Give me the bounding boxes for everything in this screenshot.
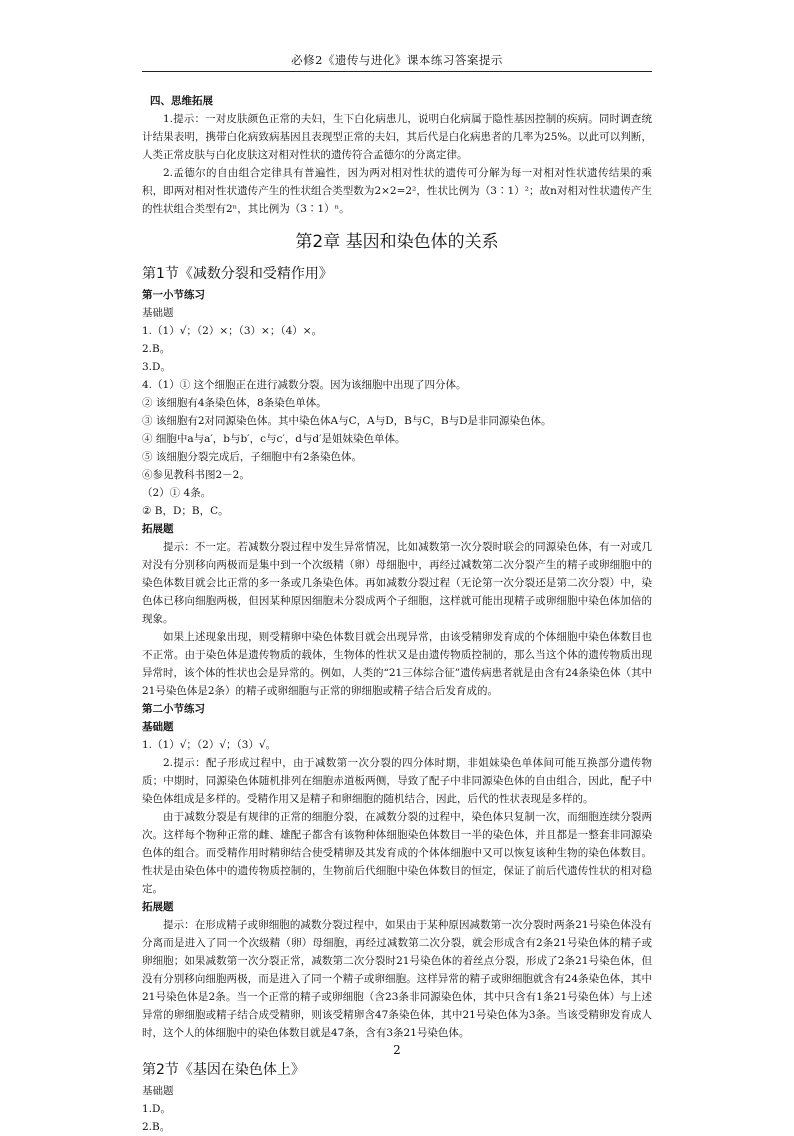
answer-line: 2.B。: [142, 343, 171, 355]
label-basic: 基础题: [142, 721, 174, 733]
answer-line: （2）① 4条。: [142, 487, 212, 499]
label-basic: 基础题: [142, 1085, 174, 1097]
subsection-heading: 第一小节练习: [142, 289, 205, 301]
answer-line: 3.D。: [142, 361, 171, 373]
answer-line: 1.（1）√；（2）√；（3）√。: [142, 739, 277, 751]
subsection-heading: 第二小节练习: [142, 703, 205, 715]
answer-line: 1.（1）√；（2）×；（3）×；（4）×。: [142, 325, 323, 337]
answer-line: ④ 细胞中a与a′，b与b′，c与c′，d与d′是姐妹染色单体。: [142, 433, 406, 445]
paragraph: 提示：在形成精子或卵细胞的减数分裂过程中，如果由于某种原因减数第一次分裂时两条21号染色体没有分离而是进入了同一个次级精（卵）母细胞，再经过减数第二次分裂，就会形成含有2条21号染色体的精子或卵细胞；如果减数第一次分裂正常，减数第二次分裂时21号染色体的着丝点分裂，形成了2条21号染色体，但没有分别移向细胞两极，而是进入了同一个精子或卵细胞。这样异常的精子或卵细胞就含有24条染色体，其中21号染色体是2条。当一个正常的精子或卵细胞（含23条非同源染色体，其中只含有1条21号染色体）与上述异常的卵细胞或精子结合成受精卵，则该受精卵含47条染色体，其中21号染色体为3条。当该受精卵发育成人时，这个人的体细胞中的染色体数目就是47条，含有3条21号染色体。: [142, 919, 652, 1039]
answer-line: 1.D。: [142, 1103, 171, 1115]
paragraph: 由于减数分裂是有规律的正常的细胞分裂，在减数分裂的过程中，染色体只复制一次，而细胞连续分裂两次。这样每个物种正常的雌、雄配子都含有该物种体细胞染色体数目一半的染色体，并且都是一整套非同源染色体的组合。而受精作用时精卵结合使受精卵及其发育成的个体体细胞中又可以恢复该种生物的染色体数目。性状是由染色体中的遗传物质控制的，生物前后代细胞中染色体数目的恒定，保证了前后代遗传性状的相对稳定。: [142, 811, 652, 895]
paragraph: 如果上述现象出现，则受精卵中染色体数目就会出现异常，由该受精卵发育成的个体细胞中染色体数目也不正常。由于染色体是遗传物质的载体，生物体的性状又是由遗传物质控制的，那么当这个体的遗传物质出现异常时，该个体的性状也会是异常的。例如，人类的“21三体综合征”遗传病患者就是由含有24条染色体（其中21号染色体是2条）的精子或卵细胞与正常的卵细胞或精子结合后发育成的。: [142, 631, 652, 697]
paragraph: 2.提示：配子形成过程中，由于减数第一次分裂的四分体时期，非姐妹染色单体间可能互换部分遗传物质；中期时，同源染色体随机排列在细胞赤道板两侧，导致了配子中非同源染色体的自由组合，因此，配子中染色体组成是多样的。受精作用又是精子和卵细胞的随机结合，因此，后代的性状表现是多样的。: [142, 757, 652, 805]
header-rule: [142, 71, 652, 72]
page-number: 2: [393, 1043, 401, 1057]
running-header: 必修2《遗传与进化》课本练习答案提示: [291, 53, 503, 67]
paragraph: 2.孟德尔的自由组合定律具有普遍性，因为两对相对性状的遗传可分解为每一对相对性状遗传结果的乘积，即两对相对性状遗传产生的性状组合类型数为2×2=2²，性状比例为（3∶1）²；故n对相对性状遗传产生的性状组合类型有2ⁿ，其比例为（3∶1）ⁿ。: [142, 167, 652, 215]
answer-line: 2.B。: [142, 1121, 171, 1133]
answer-line: ⑤ 该细胞分裂完成后，子细胞中有2条染色体。: [142, 451, 363, 463]
section-title: 第2节《基因在染色体上》: [142, 1062, 305, 1078]
section-title: 第1节《减数分裂和受精作用》: [142, 266, 333, 282]
section-heading: 四、思维拓展: [150, 95, 213, 107]
paragraph: 提示：不一定。若减数分裂过程中发生异常情况，比如减数第一次分裂时联会的同源染色体，有一对或几对没有分别移向两极而是集中到一个次级精（卵）母细胞中，再经过减数第二次分裂产生的精子或卵细胞中的染色体数目就会比正常的多一条或几条染色体。再如减数分裂过程（无论第一次分裂还是第二次分裂）中，染色体已移向细胞两极，但因某种原因细胞未分裂成两个子细胞，这样就可能出现精子或卵细胞中染色体加倍的现象。: [142, 541, 652, 625]
chapter-title: 第2章 基因和染色体的关系: [295, 232, 499, 252]
page-content: [142, 92, 652, 1136]
paragraph: 1.提示：一对皮肤颜色正常的夫妇，生下白化病患儿，说明白化病属于隐性基因控制的疾病。同时调查统计结果表明，携带白化病致病基因且表现型正常的夫妇，其后代是白化病患者的几率为25%。以此可以判断，人类正常皮肤与白化皮肤这对相对性状的遗传符合孟德尔的分离定律。: [142, 113, 652, 161]
label-extension: 拓展题: [142, 901, 174, 913]
answer-line: ② 该细胞有4条染色体，8条染色单体。: [142, 397, 327, 409]
answer-line: ③ 该细胞有2对同源染色体。其中染色体A与C，A与D，B与C，B与D是非同源染色体。: [142, 415, 552, 427]
label-extension: 拓展题: [142, 523, 174, 535]
answer-line: 4.（1）① 这个细胞正在进行减数分裂。因为该细胞中出现了四分体。: [142, 379, 467, 391]
answer-line: ⑥参见教科书图2－2。: [142, 469, 250, 481]
answer-line: ② B，D；B，C。: [142, 505, 229, 517]
label-basic: 基础题: [142, 307, 174, 319]
